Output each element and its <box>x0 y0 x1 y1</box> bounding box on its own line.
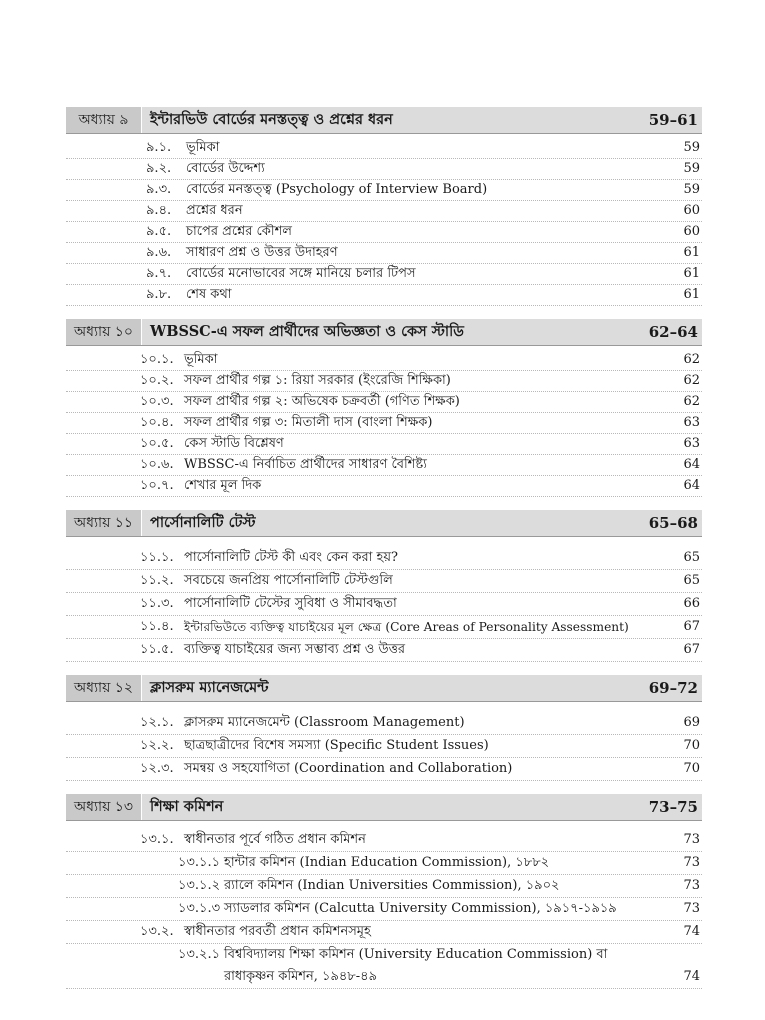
entry-number: ১০.৪. <box>140 415 174 430</box>
chapter-label: অধ্যায় ৯ <box>66 107 142 133</box>
toc-entry[interactable] <box>66 392 702 413</box>
chapter-header <box>66 319 702 346</box>
toc-entry[interactable] <box>66 712 702 735</box>
toc-entry[interactable] <box>66 201 702 222</box>
entry-number: ৯.৭. <box>146 266 172 281</box>
entry-number: ১২.২. <box>140 738 174 753</box>
entry-title: কেস স্টাডি বিশ্লেষণ <box>184 436 284 451</box>
toc-entry[interactable] <box>66 570 702 593</box>
entry-page: 65 <box>683 573 700 588</box>
entry-number: ১১.৩. <box>140 596 174 611</box>
entry-title: ব্যক্তিত্ব যাচাইয়ের জন্য সম্ভাব্য প্রশ্ন ও উত্তর <box>184 642 406 657</box>
toc-entry[interactable] <box>66 285 702 306</box>
chapter-page-range: 62–64 <box>648 323 698 341</box>
chapter-13 <box>66 794 702 989</box>
entry-number: ৯.১. <box>146 140 172 155</box>
entry-number: ৯.৪. <box>146 203 172 218</box>
toc-entry[interactable] <box>66 616 702 639</box>
entry-title: সফল প্রার্থীর গল্প ২: অভিষেক চক্রবর্তী (গণিত শিক্ষক) <box>184 394 460 409</box>
chapter-header <box>66 675 702 702</box>
entry-number: ১৩.১.১ <box>178 855 221 870</box>
toc-subentry[interactable] <box>66 852 702 875</box>
entry-number: ৯.২. <box>146 161 172 176</box>
entry-title: স্বাধীনতার পরবর্তী প্রধান কমিশনসমূহ <box>184 924 371 939</box>
toc-subentry[interactable] <box>66 898 702 921</box>
entry-title: সবচেয়ে জনপ্রিয় পার্সোনালিটি টেস্টগুলি <box>184 573 393 588</box>
toc-entry[interactable] <box>66 735 702 758</box>
entry-number: ১১.৫. <box>140 642 174 657</box>
chapter-header <box>66 510 702 537</box>
entry-title: সফল প্রার্থীর গল্প ১: রিয়া সরকার (ইংরেজি শিক্ষিকা) <box>184 373 451 388</box>
entry-number: ১১.২. <box>140 573 174 588</box>
entry-page: 61 <box>683 287 700 302</box>
entry-page: 73 <box>683 855 700 870</box>
toc-entry[interactable] <box>66 243 702 264</box>
entry-number: ১২.১. <box>140 715 174 730</box>
entry-page: 63 <box>683 436 700 451</box>
entry-title: পার্সোনালিটি টেস্ট কী এবং কেন করা হয়? <box>184 550 399 565</box>
entry-page: 70 <box>683 738 700 753</box>
entry-page: 59 <box>683 182 700 197</box>
entry-title: বোর্ডের মনস্তত্ত্ব (Psychology of Interview Board) <box>186 182 488 197</box>
chapter-11 <box>66 510 702 662</box>
entry-number: ১১.৪. <box>140 619 174 634</box>
table-of-contents <box>66 107 702 1002</box>
entry-number: ১৩.১.৩ <box>178 901 221 916</box>
entry-number: ১২.৩. <box>140 761 174 776</box>
entry-title: শেষ কথা <box>186 287 232 302</box>
chapter-label: অধ্যায় ১৩ <box>66 794 142 820</box>
entry-title: বোর্ডের মনোভাবের সঙ্গে মানিয়ে চলার টিপস <box>186 266 416 281</box>
toc-entry[interactable] <box>66 350 702 371</box>
entry-number: ১৩.১.২ <box>178 878 221 893</box>
entry-title: সফল প্রার্থীর গল্প ৩: মিতালী দাস (বাংলা শিক্ষক) <box>184 415 433 430</box>
chapter-page-range: 59–61 <box>648 111 698 129</box>
entry-number: ১৩.২. <box>140 924 174 939</box>
entry-title: বিশ্ববিদ্যালয় শিক্ষা কমিশন (University Education Commission) বা রাধাকৃষ্ণন কমিশন, ১৯৪৮-৪৯ <box>224 947 608 984</box>
chapter-header <box>66 794 702 821</box>
toc-subentry[interactable] <box>66 875 702 898</box>
entry-page: 62 <box>683 352 700 367</box>
toc-entry[interactable] <box>66 593 702 616</box>
toc-entry[interactable] <box>66 434 702 455</box>
chapter-header <box>66 107 702 134</box>
toc-entry[interactable] <box>66 476 702 497</box>
chapter-label: অধ্যায় ১০ <box>66 319 142 345</box>
entry-title: স্যাডলার কমিশন (Calcutta University Commission), ১৯১৭-১৯১৯ <box>224 901 617 916</box>
entry-number: ১০.৬. <box>140 457 174 472</box>
toc-entry[interactable] <box>66 829 702 852</box>
entry-number: ১৩.২.১ <box>178 947 221 962</box>
entry-page: 73 <box>683 878 700 893</box>
entry-page: 61 <box>683 266 700 281</box>
chapter-title: শিক্ষা কমিশন <box>150 798 224 815</box>
entry-page: 67 <box>683 642 700 657</box>
entry-page: 65 <box>683 550 700 565</box>
entry-number: ৯.৮. <box>146 287 172 302</box>
toc-entry[interactable] <box>66 222 702 243</box>
chapter-label: অধ্যায় ১১ <box>66 510 142 536</box>
entry-title: বোর্ডের উদ্দেশ্য <box>186 161 265 176</box>
toc-entry[interactable] <box>66 264 702 285</box>
entry-page: 64 <box>683 478 700 493</box>
entry-page: 69 <box>683 715 700 730</box>
entry-page: 73 <box>683 832 700 847</box>
entry-page: 59 <box>683 140 700 155</box>
toc-entry[interactable] <box>66 159 702 180</box>
entry-page: 64 <box>683 457 700 472</box>
toc-subentry[interactable] <box>66 944 702 989</box>
toc-entry[interactable] <box>66 547 702 570</box>
entry-number: ৯.৫. <box>146 224 172 239</box>
chapter-page-range: 73–75 <box>648 798 698 816</box>
entry-title: শেখার মূল দিক <box>184 478 262 493</box>
entry-page: 74 <box>683 969 700 984</box>
toc-entry[interactable] <box>66 413 702 434</box>
entry-title: WBSSC-এ নির্বাচিত প্রার্থীদের সাধারণ বৈশিষ্ট্য <box>184 457 427 472</box>
chapter-title: পার্সোনালিটি টেস্ট <box>150 514 256 531</box>
entry-page: 66 <box>683 596 700 611</box>
entry-title: পার্সোনালিটি টেস্টের সুবিধা ও সীমাবদ্ধতা <box>184 596 397 611</box>
chapter-title: ক্লাসরুম ম্যানেজমেন্ট <box>150 679 269 696</box>
entry-title: স্বাধীনতার পূর্বে গঠিত প্রধান কমিশন <box>184 832 366 847</box>
entry-number: ১০.৭. <box>140 478 174 493</box>
entry-number: ৯.৩. <box>146 182 172 197</box>
entry-page: 70 <box>683 761 700 776</box>
entry-title: হান্টার কমিশন (Indian Education Commission), ১৮৮২ <box>224 855 550 870</box>
toc-entry[interactable] <box>66 758 702 781</box>
entry-number: ১০.৫. <box>140 436 174 451</box>
entry-title: ইন্টারভিউতে ব্যক্তিত্ব যাচাইয়ের মূল ক্ষেত্র (Core Areas of Personality Assessment) <box>184 620 629 634</box>
entry-page: 73 <box>683 901 700 916</box>
chapter-title: ইন্টারভিউ বোর্ডের মনস্তত্ত্ব ও প্রশ্নের ধরন <box>150 111 393 128</box>
entry-title: র‍্যালে কমিশন (Indian Universities Commission), ১৯০২ <box>224 878 560 893</box>
entry-page: 62 <box>683 373 700 388</box>
toc-entry[interactable] <box>66 371 702 392</box>
chapter-12 <box>66 675 702 781</box>
entry-title: সমন্বয় ও সহযোগিতা (Coordination and Collaboration) <box>184 761 513 776</box>
entry-page: 60 <box>683 224 700 239</box>
entry-title: সাধারণ প্রশ্ন ও উত্তর উদাহরণ <box>186 245 338 260</box>
entry-number: ১০.৩. <box>140 394 174 409</box>
chapter-9 <box>66 107 702 306</box>
chapter-page-range: 65–68 <box>648 514 698 532</box>
chapter-label: অধ্যায় ১২ <box>66 675 142 701</box>
entry-page: 59 <box>683 161 700 176</box>
entry-page: 74 <box>683 924 700 939</box>
entry-number: ১৩.১. <box>140 832 174 847</box>
entry-page: 61 <box>683 245 700 260</box>
entry-number: ১০.১. <box>140 352 174 367</box>
entry-number: ৯.৬. <box>146 245 172 260</box>
chapter-page-range: 69–72 <box>648 679 698 697</box>
chapter-title: WBSSC-এ সফল প্রার্থীদের অভিজ্ঞতা ও কেস স্টাডি <box>150 323 464 340</box>
entry-page: 62 <box>683 394 700 409</box>
toc-entry[interactable] <box>66 639 702 662</box>
entry-number: ১১.১. <box>140 550 174 565</box>
chapter-10 <box>66 319 702 497</box>
entry-page: 67 <box>683 619 700 634</box>
entry-title: প্রশ্নের ধরন <box>186 203 243 218</box>
toc-entry[interactable] <box>66 138 702 159</box>
entry-title: ভূমিকা <box>186 140 220 155</box>
entry-number: ১০.২. <box>140 373 174 388</box>
entry-title: ভূমিকা <box>184 352 218 367</box>
toc-entry[interactable] <box>66 180 702 201</box>
entry-title: চাপের প্রশ্নের কৌশল <box>186 224 292 239</box>
toc-entry[interactable] <box>66 455 702 476</box>
entry-page: 60 <box>683 203 700 218</box>
toc-entry[interactable] <box>66 921 702 944</box>
entry-page: 63 <box>683 415 700 430</box>
entry-title: ছাত্রছাত্রীদের বিশেষ সমস্যা (Specific Student Issues) <box>184 738 489 753</box>
entry-title: ক্লাসরুম ম্যানেজমেন্ট (Classroom Management) <box>184 715 465 730</box>
